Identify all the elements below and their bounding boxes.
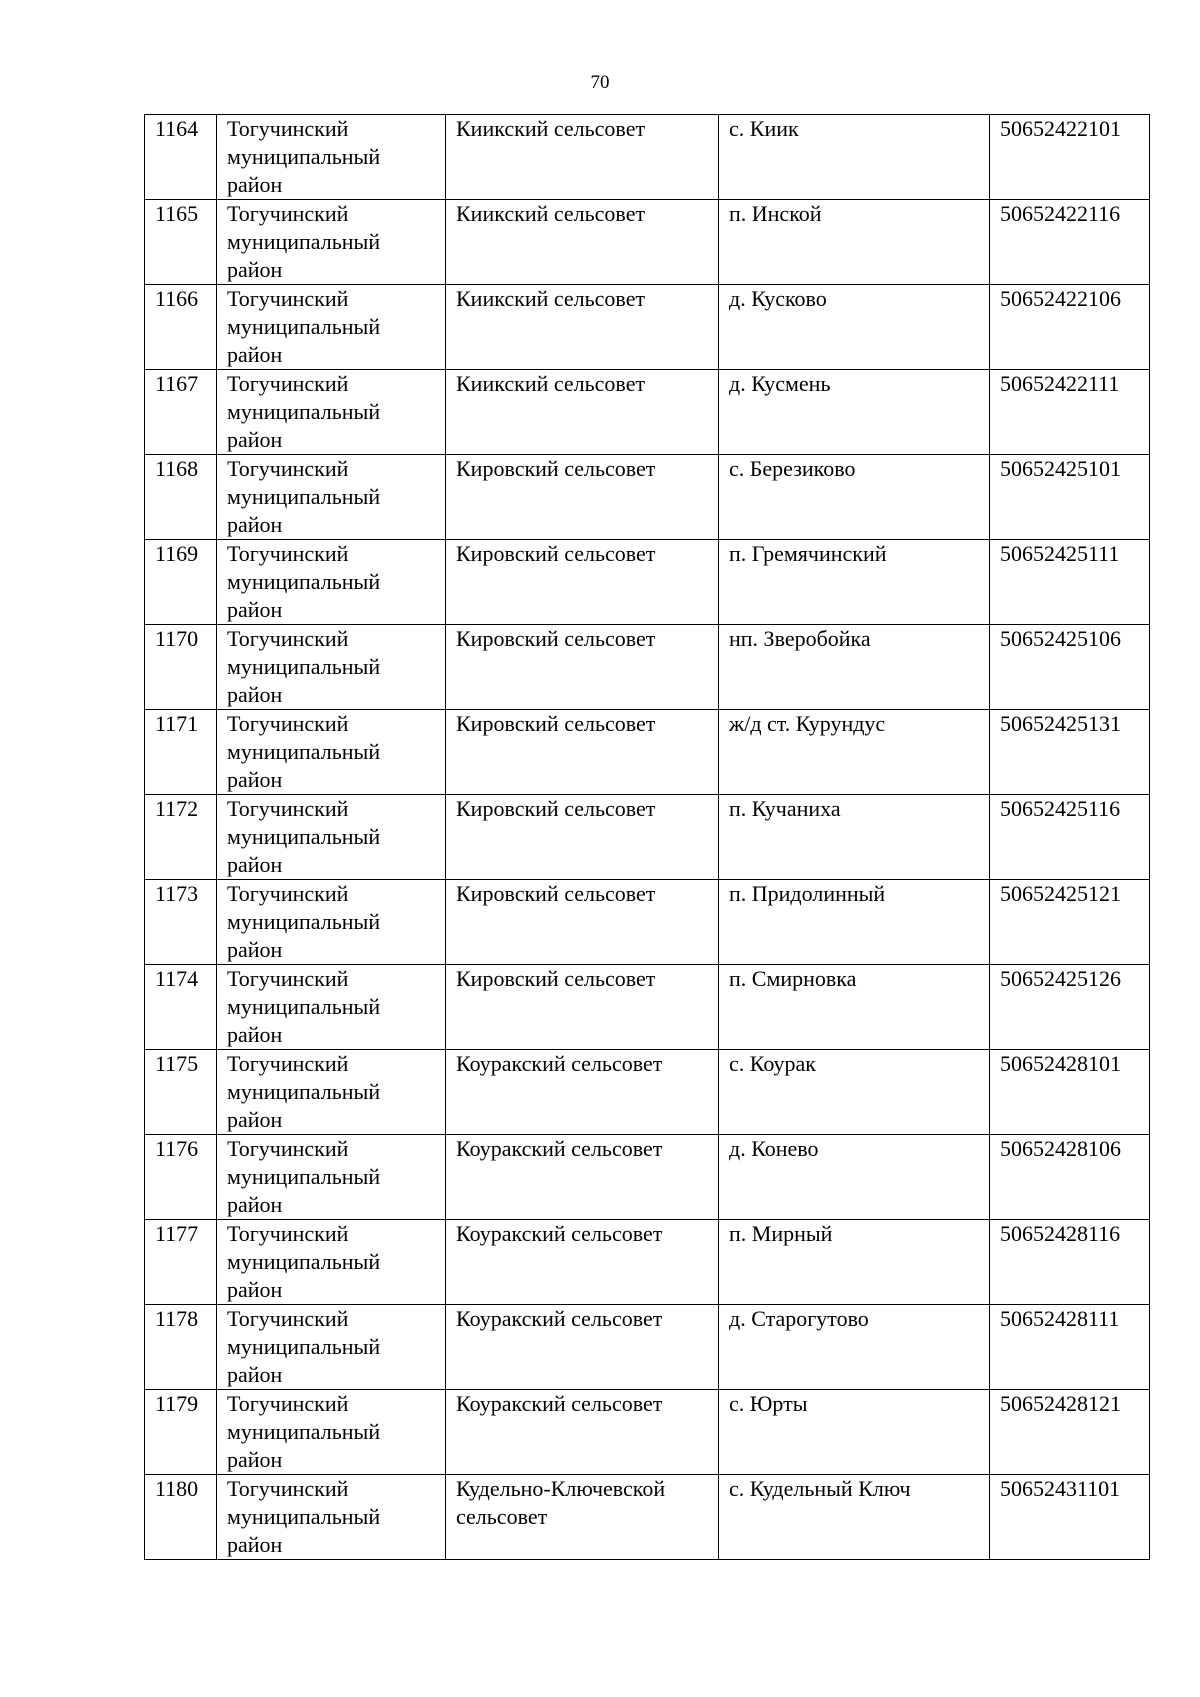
oktmo-code: 50652431101: [990, 1475, 1150, 1560]
village-council: Киикский сельсовет: [446, 285, 719, 370]
oktmo-code: 50652428106: [990, 1135, 1150, 1220]
settlement-name: д. Кусково: [719, 285, 990, 370]
oktmo-code: 50652422116: [990, 200, 1150, 285]
village-council: Коуракский сельсовет: [446, 1390, 719, 1475]
oktmo-code: 50652425126: [990, 965, 1150, 1050]
village-council: Коуракский сельсовет: [446, 1220, 719, 1305]
oktmo-code: 50652428111: [990, 1305, 1150, 1390]
settlement-name: д. Старогутово: [719, 1305, 990, 1390]
village-council: Кировский сельсовет: [446, 880, 719, 965]
village-council: Коуракский сельсовет: [446, 1050, 719, 1135]
settlement-name: п. Мирный: [719, 1220, 990, 1305]
municipal-district: Тогучинский муниципальный район: [217, 1050, 446, 1135]
municipal-district: Тогучинский муниципальный район: [217, 1220, 446, 1305]
settlement-name: п. Инской: [719, 200, 990, 285]
row-number: 1179: [145, 1390, 217, 1475]
village-council: Киикский сельсовет: [446, 115, 719, 200]
table-row: [145, 710, 1150, 795]
oktmo-code: 50652425101: [990, 455, 1150, 540]
row-number: 1178: [145, 1305, 217, 1390]
page-number: 70: [590, 72, 610, 93]
row-number: 1177: [145, 1220, 217, 1305]
municipal-district: Тогучинский муниципальный район: [217, 880, 446, 965]
settlements-table: [144, 114, 1150, 1560]
oktmo-code: 50652428101: [990, 1050, 1150, 1135]
row-number: 1166: [145, 285, 217, 370]
table-row: [145, 115, 1150, 200]
municipal-district: Тогучинский муниципальный район: [217, 710, 446, 795]
municipal-district: Тогучинский муниципальный район: [217, 370, 446, 455]
municipal-district: Тогучинский муниципальный район: [217, 115, 446, 200]
village-council: Кировский сельсовет: [446, 965, 719, 1050]
village-council: Кировский сельсовет: [446, 540, 719, 625]
municipal-district: Тогучинский муниципальный район: [217, 200, 446, 285]
municipal-district: Тогучинский муниципальный район: [217, 1390, 446, 1475]
settlement-name: с. Березиково: [719, 455, 990, 540]
oktmo-code: 50652428116: [990, 1220, 1150, 1305]
village-council: Киикский сельсовет: [446, 370, 719, 455]
settlement-name: п. Смирновка: [719, 965, 990, 1050]
village-council: Коуракский сельсовет: [446, 1305, 719, 1390]
village-council: Кудельно-Ключевской сельсовет: [446, 1475, 719, 1560]
oktmo-code: 50652425116: [990, 795, 1150, 880]
table-row: [145, 200, 1150, 285]
table-row: [145, 1390, 1150, 1475]
settlement-name: д. Кусмень: [719, 370, 990, 455]
table-row: [145, 880, 1150, 965]
row-number: 1168: [145, 455, 217, 540]
table-row: [145, 455, 1150, 540]
settlement-name: д. Конево: [719, 1135, 990, 1220]
table-row: [145, 1220, 1150, 1305]
municipal-district: Тогучинский муниципальный район: [217, 1305, 446, 1390]
table-row: [145, 625, 1150, 710]
table-row: [145, 1305, 1150, 1390]
row-number: 1171: [145, 710, 217, 795]
village-council: Кировский сельсовет: [446, 710, 719, 795]
oktmo-code: 50652428121: [990, 1390, 1150, 1475]
settlement-name: п. Кучаниха: [719, 795, 990, 880]
village-council: Коуракский сельсовет: [446, 1135, 719, 1220]
municipal-district: Тогучинский муниципальный район: [217, 540, 446, 625]
village-council: Кировский сельсовет: [446, 625, 719, 710]
village-council: Киикский сельсовет: [446, 200, 719, 285]
municipal-district: Тогучинский муниципальный район: [217, 965, 446, 1050]
table-row: [145, 540, 1150, 625]
municipal-district: Тогучинский муниципальный район: [217, 1475, 446, 1560]
row-number: 1173: [145, 880, 217, 965]
row-number: 1167: [145, 370, 217, 455]
table-body: [145, 115, 1150, 1560]
row-number: 1165: [145, 200, 217, 285]
table-row: [145, 1475, 1150, 1560]
settlement-name: с. Киик: [719, 115, 990, 200]
settlement-name: с. Коурак: [719, 1050, 990, 1135]
municipal-district: Тогучинский муниципальный район: [217, 455, 446, 540]
oktmo-code: 50652422111: [990, 370, 1150, 455]
row-number: 1180: [145, 1475, 217, 1560]
municipal-district: Тогучинский муниципальный район: [217, 285, 446, 370]
row-number: 1176: [145, 1135, 217, 1220]
oktmo-code: 50652422101: [990, 115, 1150, 200]
table-row: [145, 1050, 1150, 1135]
municipal-district: Тогучинский муниципальный район: [217, 625, 446, 710]
table-row: [145, 965, 1150, 1050]
oktmo-code: 50652425111: [990, 540, 1150, 625]
oktmo-code: 50652425121: [990, 880, 1150, 965]
oktmo-code: 50652422106: [990, 285, 1150, 370]
row-number: 1172: [145, 795, 217, 880]
village-council: Кировский сельсовет: [446, 795, 719, 880]
table-row: [145, 795, 1150, 880]
municipal-district: Тогучинский муниципальный район: [217, 795, 446, 880]
settlement-name: нп. Зверобойка: [719, 625, 990, 710]
settlement-name: с. Юрты: [719, 1390, 990, 1475]
settlement-name: ж/д ст. Курундус: [719, 710, 990, 795]
oktmo-code: 50652425131: [990, 710, 1150, 795]
municipal-district: Тогучинский муниципальный район: [217, 1135, 446, 1220]
row-number: 1170: [145, 625, 217, 710]
row-number: 1164: [145, 115, 217, 200]
row-number: 1169: [145, 540, 217, 625]
row-number: 1175: [145, 1050, 217, 1135]
table-row: [145, 285, 1150, 370]
settlement-name: п. Гремячинский: [719, 540, 990, 625]
row-number: 1174: [145, 965, 217, 1050]
table-row: [145, 370, 1150, 455]
table-row: [145, 1135, 1150, 1220]
village-council: Кировский сельсовет: [446, 455, 719, 540]
oktmo-code: 50652425106: [990, 625, 1150, 710]
settlement-name: с. Кудельный Ключ: [719, 1475, 990, 1560]
settlement-name: п. Придолинный: [719, 880, 990, 965]
